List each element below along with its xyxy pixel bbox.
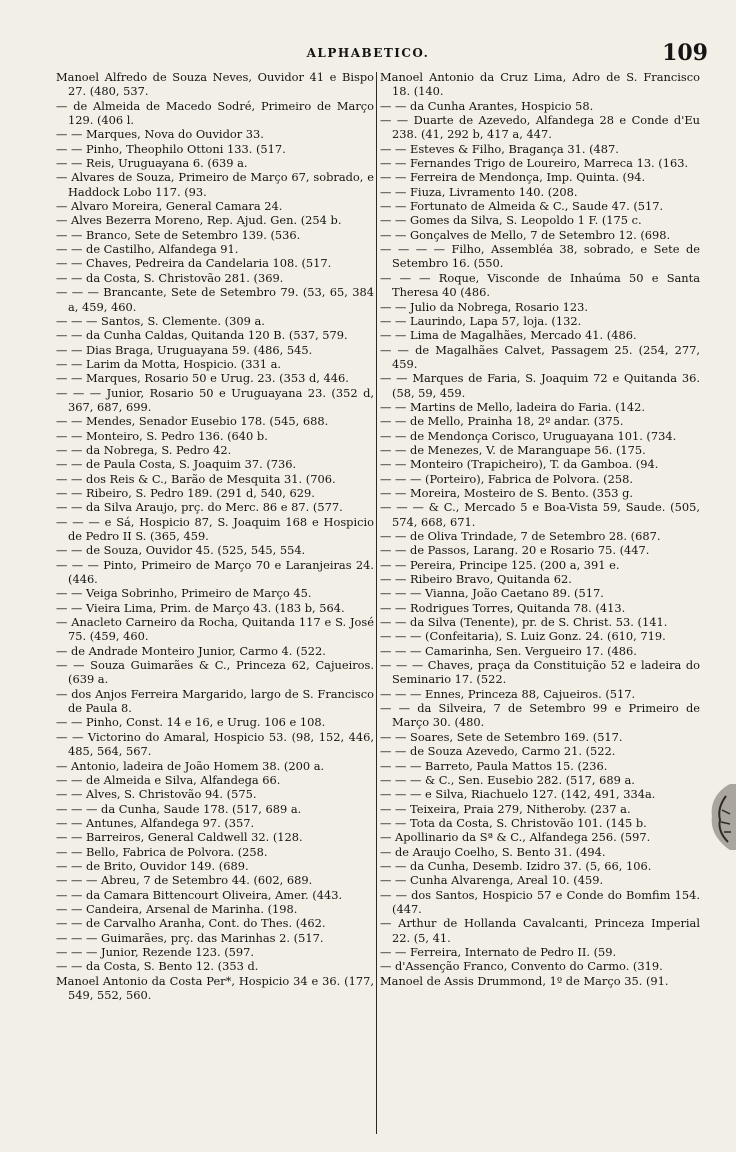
directory-entry: — — de Brito, Ouvidor 149. (689. <box>56 858 249 873</box>
directory-entry: — — Laurindo, Lapa 57, loja. (132. <box>380 313 582 328</box>
right-column <box>380 70 700 1140</box>
directory-entry: — — da Cunha Arantes, Hospicio 58. <box>380 98 594 113</box>
directory-entry: — — Larim da Motta, Hospicio. (331 a. <box>56 356 282 371</box>
directory-entry: — — Chaves, Pedreira da Candelaria 108. (517. <box>56 256 332 271</box>
directory-entry: — — — — Filho, Assembléa 38, sobrado, e Sete de Setembro 16. (550. <box>380 242 700 271</box>
directory-entry: — de Araujo Coelho, S. Bento 31. (494. <box>380 844 606 859</box>
directory-entry: — — da Costa, S. Bento 12. (353 d. <box>56 959 259 974</box>
directory-entry: — — — (Porteiro), Fabrica de Polvora. (258. <box>380 471 633 486</box>
directory-entry: — — de Mendonça Corisco, Uruguayana 101. (734. <box>380 428 677 443</box>
directory-entry: — — Cunha Alvarenga, Areal 10. (459. <box>380 873 604 888</box>
directory-entry: — — Fernandes Trigo de Loureiro, Marreca 13. (163. <box>380 156 689 171</box>
directory-entry: — — Veiga Sobrinho, Primeiro de Março 45. <box>56 586 312 601</box>
directory-entry: — — Martins de Mello, ladeira do Faria. (142. <box>380 399 645 414</box>
directory-entry: — — — Brancante, Sete de Setembro 79. (53, 65, 384 a, 459, 460. <box>56 285 374 314</box>
directory-entry: — — Duarte de Azevedo, Alfandega 28 e Conde d'Eu 238. (41, 292 b, 417 a, 447. <box>380 113 700 142</box>
directory-entry: — — Fortunato de Almeida & C., Saude 47. (517. <box>380 199 664 214</box>
directory-entry: — — — Junior, Rosario 50 e Uruguayana 23. (352 d, 367, 687, 699. <box>56 385 374 414</box>
directory-entry: — Alvaro Moreira, General Camara 24. <box>56 199 283 214</box>
directory-entry: — — da Silva Araujo, prç. do Merc. 86 e 87. (577. <box>56 500 343 515</box>
directory-entry: — — Rodrigues Torres, Quitanda 78. (413. <box>380 600 626 615</box>
directory-entry: — Alvares de Souza, Primeiro de Março 67, sobrado, e Haddock Lobo 117. (93. <box>56 170 374 199</box>
directory-entry: — — Marques, Rosario 50 e Urug. 23. (353 d, 446. <box>56 371 349 386</box>
directory-entry: — — da Nobrega, S. Pedro 42. <box>56 442 232 457</box>
directory-entry: — dos Anjos Ferreira Margarido, largo de S. Francisco de Paula 8. <box>56 686 374 716</box>
directory-entry: Manoel Alfredo de Souza Neves, Ouvidor 41 e Bispo 27. (480, 537. <box>56 70 374 99</box>
directory-entry: — — — Camarinha, Sen. Vergueiro 17. (486. <box>380 643 637 658</box>
directory-entry: — — da Silveira, 7 de Setembro 99 e Primeiro de Março 30. (480. <box>380 701 700 730</box>
directory-entry: — — Candeira, Arsenal de Marinha. (198. <box>56 901 298 916</box>
directory-entry: — de Almeida de Macedo Sodré, Primeiro de Março 129. (406 l. <box>56 98 374 128</box>
directory-entry: — — Ferreira, Internato de Pedro II. (59. <box>380 944 617 959</box>
directory-entry: — — Ferreira de Mendonça, Imp. Quinta. (94. <box>380 170 646 185</box>
directory-entry: — — de Magalhães Calvet, Passagem 25. (254, 277, 459. <box>380 342 700 371</box>
directory-entry: — — Ribeiro Bravo, Quitanda 62. <box>380 572 572 587</box>
directory-entry: — — da Cunha, Desemb. Izidro 37. (5, 66, 106. <box>380 858 652 873</box>
directory-entry: — de Andrade Monteiro Junior, Carmo 4. (522. <box>56 643 326 658</box>
left-column <box>56 70 374 1140</box>
directory-entry: — — — Junior, Rezende 123. (597. <box>56 944 255 959</box>
directory-entry: — — dos Reis & C., Barão de Mesquita 31. (706. <box>56 471 336 486</box>
directory-entry: — Arthur de Hollanda Cavalcanti, Princeza Imperial 22. (5, 41. <box>380 916 700 945</box>
directory-entry: — — — Vianna, João Caetano 89. (517. <box>380 586 604 601</box>
directory-entry: — — — Chaves, praça da Constituição 52 e ladeira do Seminario 17. (522. <box>380 658 700 687</box>
directory-entry: — — Marques, Nova do Ouvidor 33. <box>56 127 264 142</box>
directory-entry: — — de Souza, Ouvidor 45. (525, 545, 554. <box>56 543 306 558</box>
directory-entry: Manoel Antonio da Costa Per*, Hospicio 34 e 36. (177, 549, 552, 560. <box>56 973 374 1002</box>
directory-entry: — — Barreiros, General Caldwell 32. (128. <box>56 830 303 845</box>
directory-entry: — — Pinho, Theophilo Ottoni 133. (517. <box>56 141 286 156</box>
directory-entry: — — Reis, Uruguayana 6. (639 a. <box>56 156 248 171</box>
directory-entry: — — — Abreu, 7 de Setembro 44. (602, 689. <box>56 873 313 888</box>
directory-entry: — — Monteiro (Trapicheiro), T. da Gamboa. (94. <box>380 457 659 472</box>
directory-entry: — — de Souza Azevedo, Carmo 21. (522. <box>380 744 616 759</box>
directory-entry: — Alves Bezerra Moreno, Rep. Ajud. Gen. (254 b. <box>56 213 342 228</box>
directory-entry: — — da Costa, S. Christovão 281. (369. <box>56 270 284 285</box>
directory-entry: — — de Carvalho Aranha, Cont. do Thes. (462. <box>56 916 326 931</box>
directory-entry: — — da Cunha Caldas, Quitanda 120 B. (537, 579. <box>56 328 348 343</box>
directory-entry: — — Branco, Sete de Setembro 139. (536. <box>56 227 301 242</box>
directory-entry: — — — Ennes, Princeza 88, Cajueiros. (517. <box>380 686 636 701</box>
directory-entry: — — Soares, Sete de Setembro 169. (517. <box>380 729 623 744</box>
directory-entry: — — Dias Braga, Uruguayana 59. (486, 545. <box>56 342 313 357</box>
page-number: 109 <box>662 40 708 66</box>
directory-entry: — — Marques de Faria, S. Joaquim 72 e Quitanda 36. (58, 59, 459. <box>380 371 700 400</box>
directory-entry: — — Teixeira, Praia 279, Nitheroby. (237 a. <box>380 801 631 816</box>
directory-entry: — — Fiuza, Livramento 140. (208. <box>380 184 578 199</box>
directory-entry: — — Souza Guimarães & C., Princeza 62, Cajueiros. (639 a. <box>56 658 374 687</box>
directory-entry: — — Monteiro, S. Pedro 136. (640 b. <box>56 428 268 443</box>
directory-entry: — — — & C., Mercado 5 e Boa-Vista 59, Saude. (505, 574, 668, 671. <box>380 500 700 529</box>
directory-entry: — — — Guimarães, prç. das Marinhas 2. (517. <box>56 930 324 945</box>
directory-entry: — — Mendes, Senador Eusebio 178. (545, 688. <box>56 414 329 429</box>
directory-entry: — — Bello, Fabrica de Polvora. (258. <box>56 844 268 859</box>
directory-entry: — — Ribeiro, S. Pedro 189. (291 d, 540, 629. <box>56 485 315 500</box>
directory-entry: — — de Castilho, Alfandega 91. <box>56 242 239 257</box>
directory-entry: — — — & C., Sen. Eusebio 282. (517, 689 a. <box>380 772 635 787</box>
directory-entry: — — de Menezes, V. de Maranguape 56. (175. <box>380 442 646 457</box>
directory-entry: — — Esteves & Filho, Bragança 31. (487. <box>380 141 619 156</box>
directory-entry: — — de Mello, Prainha 18, 2º andar. (375. <box>380 414 624 429</box>
running-title: ALPHABETICO. <box>306 46 430 60</box>
directory-entry: — — — (Confeitaria), S. Luiz Gonz. 24. (610, 719. <box>380 629 666 644</box>
directory-entry: — — — e Sá, Hospicio 87, S. Joaquim 168 e Hospicio de Pedro II S. (365, 459. <box>56 514 374 543</box>
directory-entry: — — de Paula Costa, S. Joaquim 37. (736. <box>56 457 297 472</box>
directory-entry: — — Julio da Nobrega, Rosario 123. <box>380 299 589 314</box>
directory-entry: — — — Santos, S. Clemente. (309 a. <box>56 313 265 328</box>
directory-entry: — — Alves, S. Christovão 94. (575. <box>56 787 257 802</box>
directory-entry: Manoel de Assis Drummond, 1º de Março 35. (91. <box>380 973 669 988</box>
directory-entry: — Anacleto Carneiro da Rocha, Quitanda 117 e S. José 75. (459, 460. <box>56 615 374 644</box>
directory-entry: — — Tota da Costa, S. Christovão 101. (145 b. <box>380 815 647 830</box>
directory-entry: — — de Oliva Trindade, 7 de Setembro 28. (687. <box>380 529 661 543</box>
directory-entry: — — de Almeida e Silva, Alfandega 66. <box>56 772 281 787</box>
directory-entry: — — Gomes da Silva, S. Leopoldo 1 F. (175 c. <box>380 213 642 228</box>
page-edge-ornament-icon <box>700 780 736 854</box>
directory-entry: — d'Assenção Franco, Convento do Carmo. (319. <box>380 959 663 974</box>
directory-entry: — Apollinario da Sª & C., Alfandega 256. (597. <box>380 830 651 845</box>
directory-entry: — — Gonçalves de Mello, 7 de Setembro 12. (698. <box>380 227 671 242</box>
directory-entry: — — — e Silva, Riachuelo 127. (142, 491, 334a. <box>380 787 656 802</box>
directory-entry: — — de Passos, Larang. 20 e Rosario 75. (447. <box>380 543 650 558</box>
directory-entry: — — — Pinto, Primeiro de Março 70 e Laranjeiras 24. (446. <box>56 557 374 587</box>
directory-entry: — — Antunes, Alfandega 97. (357. <box>56 815 255 830</box>
page-header <box>0 40 736 70</box>
directory-entry: — — Moreira, Mosteiro de S. Bento. (353 g. <box>380 485 634 500</box>
directory-entry: — — Victorino do Amaral, Hospicio 53. (98, 152, 446, 485, 564, 567. <box>56 729 374 759</box>
directory-entry: — — — Barreto, Paula Mattos 15. (236. <box>380 758 608 773</box>
directory-entry: — — da Silva (Tenente), pr. de S. Christ. 53. (141. <box>380 615 668 630</box>
directory-entry: — — — da Cunha, Saude 178. (517, 689 a. <box>56 801 302 816</box>
directory-entry: — — da Camara Bittencourt Oliveira, Amer. (443. <box>56 887 343 902</box>
column-divider <box>376 72 377 1134</box>
directory-entry: — Antonio, ladeira de João Homem 38. (200 a. <box>56 758 325 773</box>
directory-entry: — — — Roque, Visconde de Inhaúma 50 e Santa Theresa 40 (486. <box>380 270 700 300</box>
directory-entry: Manoel Antonio da Cruz Lima, Adro de S. Francisco 18. (140. <box>380 70 700 99</box>
directory-entry: — — Vieira Lima, Prim. de Março 43. (183 b, 564. <box>56 600 345 615</box>
directory-entry: — — Lima de Magalhães, Mercado 41. (486. <box>380 328 637 343</box>
directory-entry: — — Pinho, Const. 14 e 16, e Urug. 106 e 108. <box>56 715 326 730</box>
directory-entry: — — Pereira, Principe 125. (200 a, 391 e. <box>380 557 620 572</box>
directory-entry: — — dos Santos, Hospicio 57 e Conde do Bomfim 154. (447. <box>380 887 700 916</box>
